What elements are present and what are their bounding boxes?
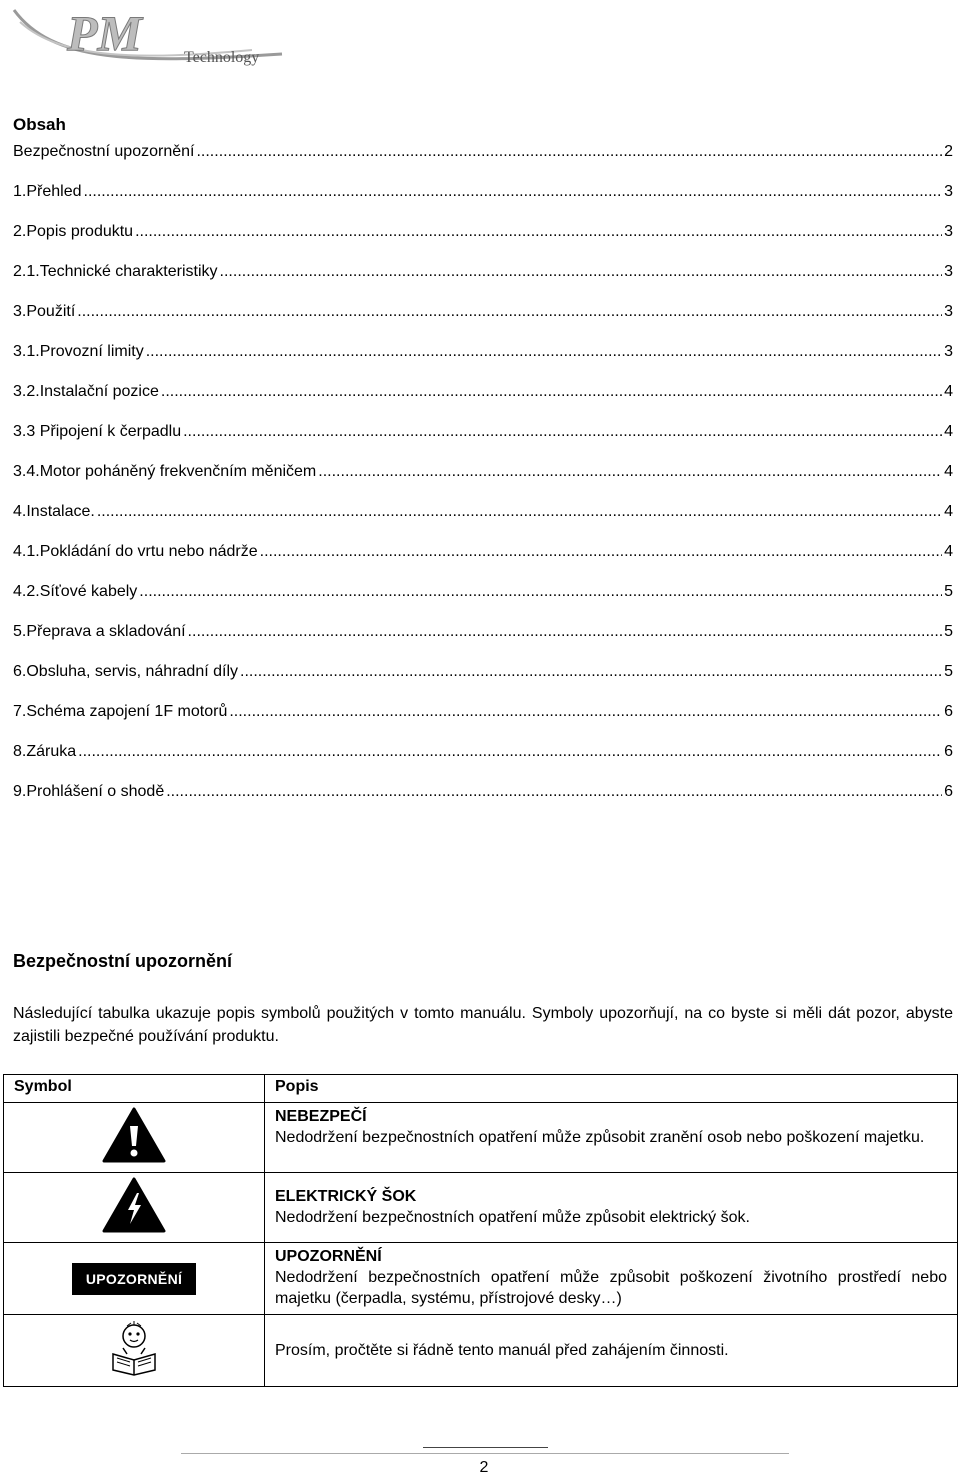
description-cell <box>265 1243 958 1315</box>
toc-entry-label: 3.Použití <box>13 303 76 320</box>
toc-entry[interactable] <box>13 623 953 663</box>
toc-entry-page: 3 <box>944 183 953 200</box>
toc-entry-label: 3.3 Připojení k čerpadlu <box>13 423 182 440</box>
toc-entry[interactable] <box>13 143 953 183</box>
section-title: Bezpečnostní upozornění <box>13 951 233 971</box>
toc-entry[interactable] <box>13 503 953 543</box>
toc-entry-label: 9.Prohlášení o shodě <box>13 783 165 800</box>
toc-entry-page: 3 <box>944 303 953 320</box>
symbol-cell <box>4 1315 265 1387</box>
toc-entry[interactable] <box>13 383 953 423</box>
footer-rule <box>181 1453 789 1454</box>
description-cell <box>265 1103 958 1173</box>
toc-entry-label: Bezpečnostní upozornění <box>13 143 195 160</box>
toc-entry[interactable] <box>13 223 953 263</box>
toc-entry-page: 5 <box>944 663 953 680</box>
row-heading: UPOZORNĚNÍ <box>275 1248 382 1265</box>
page-number: 2 <box>479 1459 489 1476</box>
svg-text:Technology: Technology <box>184 49 260 66</box>
toc-entry-label: 7.Schéma zapojení 1F motorů <box>13 703 228 720</box>
toc-entry[interactable] <box>13 463 953 503</box>
toc-entry[interactable] <box>13 343 953 383</box>
intro-paragraph: Následující tabulka ukazuje popis symbolů použitých v tomto manuálu. Symboly upozorňují, na co byste si měli dát pozor, abyste zajistili bezpečné používání produktu. <box>13 1005 953 1045</box>
toc-entry-page: 3 <box>944 263 953 280</box>
toc-entry[interactable] <box>13 743 953 783</box>
table-row <box>4 1243 958 1315</box>
symbol-cell <box>4 1243 265 1315</box>
row-text: Prosím, pročtěte si řádně tento manuál před zahájením činnosti. <box>275 1341 729 1359</box>
toc-entry-page: 5 <box>944 583 953 600</box>
row-heading: NEBEZPEČÍ <box>275 1108 367 1125</box>
company-logo <box>12 2 292 70</box>
description-cell <box>265 1315 958 1387</box>
toc-entry[interactable] <box>13 703 953 743</box>
toc-entry-label: 6.Obsluha, servis, náhradní díly <box>13 663 239 680</box>
toc-entry-label: 2.Popis produktu <box>13 223 134 240</box>
toc-entry[interactable] <box>13 263 953 303</box>
column-header-symbol: Symbol <box>4 1075 265 1103</box>
toc-entry-page: 5 <box>944 623 953 640</box>
electric-shock-warning-icon <box>102 1176 166 1234</box>
toc-entry-label: 5.Přeprava a skladování <box>13 623 186 640</box>
toc-entry-page: 6 <box>944 703 953 720</box>
footer-rule <box>423 1447 548 1448</box>
description-cell <box>265 1173 958 1243</box>
table-row <box>4 1173 958 1243</box>
toc-entry[interactable] <box>13 303 953 343</box>
row-heading: ELEKTRICKÝ ŠOK <box>275 1188 417 1205</box>
symbol-cell <box>4 1103 265 1173</box>
row-text: Nedodržení bezpečnostních opatření může způsobit zranění osob nebo poškození majetku. <box>275 1129 925 1146</box>
toc-entry[interactable] <box>13 423 953 463</box>
row-text: Nedodržení bezpečnostních opatření může způsobit elektrický šok. <box>275 1209 750 1226</box>
toc-entry-label: 4.Instalace. <box>13 503 95 520</box>
toc-entry[interactable] <box>13 543 953 583</box>
toc-entry[interactable] <box>13 183 953 223</box>
toc-entry-page: 6 <box>944 783 953 800</box>
toc-entry-label: 2.1.Technické charakteristiky <box>13 263 218 280</box>
toc-entry-page: 3 <box>944 343 953 360</box>
toc-entry-label: 4.1.Pokládání do vrtu nebo nádrže <box>13 543 258 560</box>
toc-entry-label: 8.Záruka <box>13 743 77 760</box>
row-text: Nedodržení bezpečnostních opatření může způsobit poškození životního prostředí nebo majetku (čerpadla, systému, přístrojové desky…) <box>275 1269 947 1307</box>
toc-entry-page: 4 <box>944 543 953 560</box>
toc-entry-label: 4.2.Síťové kabely <box>13 583 138 600</box>
toc-entry[interactable] <box>13 663 953 703</box>
toc-entry-label: 3.1.Provozní limity <box>13 343 144 360</box>
toc-title: Obsah <box>13 115 66 134</box>
table-of-contents <box>13 143 953 823</box>
table-row <box>4 1103 958 1173</box>
upozorneni-badge: UPOZORNĚNÍ <box>72 1263 196 1295</box>
toc-entry[interactable] <box>13 783 953 823</box>
toc-entry-label: 1.Přehled <box>13 183 82 200</box>
toc-entry-page: 2 <box>944 143 953 160</box>
toc-entry-page: 4 <box>944 463 953 480</box>
table-row <box>4 1315 958 1387</box>
read-manual-icon <box>109 1320 159 1376</box>
toc-entry-page: 4 <box>944 423 953 440</box>
toc-entry-label: 3.4.Motor poháněný frekvenčním měničem <box>13 463 317 480</box>
symbol-cell <box>4 1173 265 1243</box>
exclamation-warning-icon <box>102 1106 166 1164</box>
table-header-row <box>4 1075 958 1103</box>
toc-entry[interactable] <box>13 583 953 623</box>
toc-entry-page: 3 <box>944 223 953 240</box>
toc-entry-page: 4 <box>944 383 953 400</box>
symbol-table <box>3 1074 958 1387</box>
toc-entry-page: 4 <box>944 503 953 520</box>
svg-text:PM: PM <box>67 5 142 61</box>
toc-entry-label: 3.2.Instalační pozice <box>13 383 159 400</box>
column-header-description: Popis <box>265 1075 958 1103</box>
toc-entry-page: 6 <box>944 743 953 760</box>
